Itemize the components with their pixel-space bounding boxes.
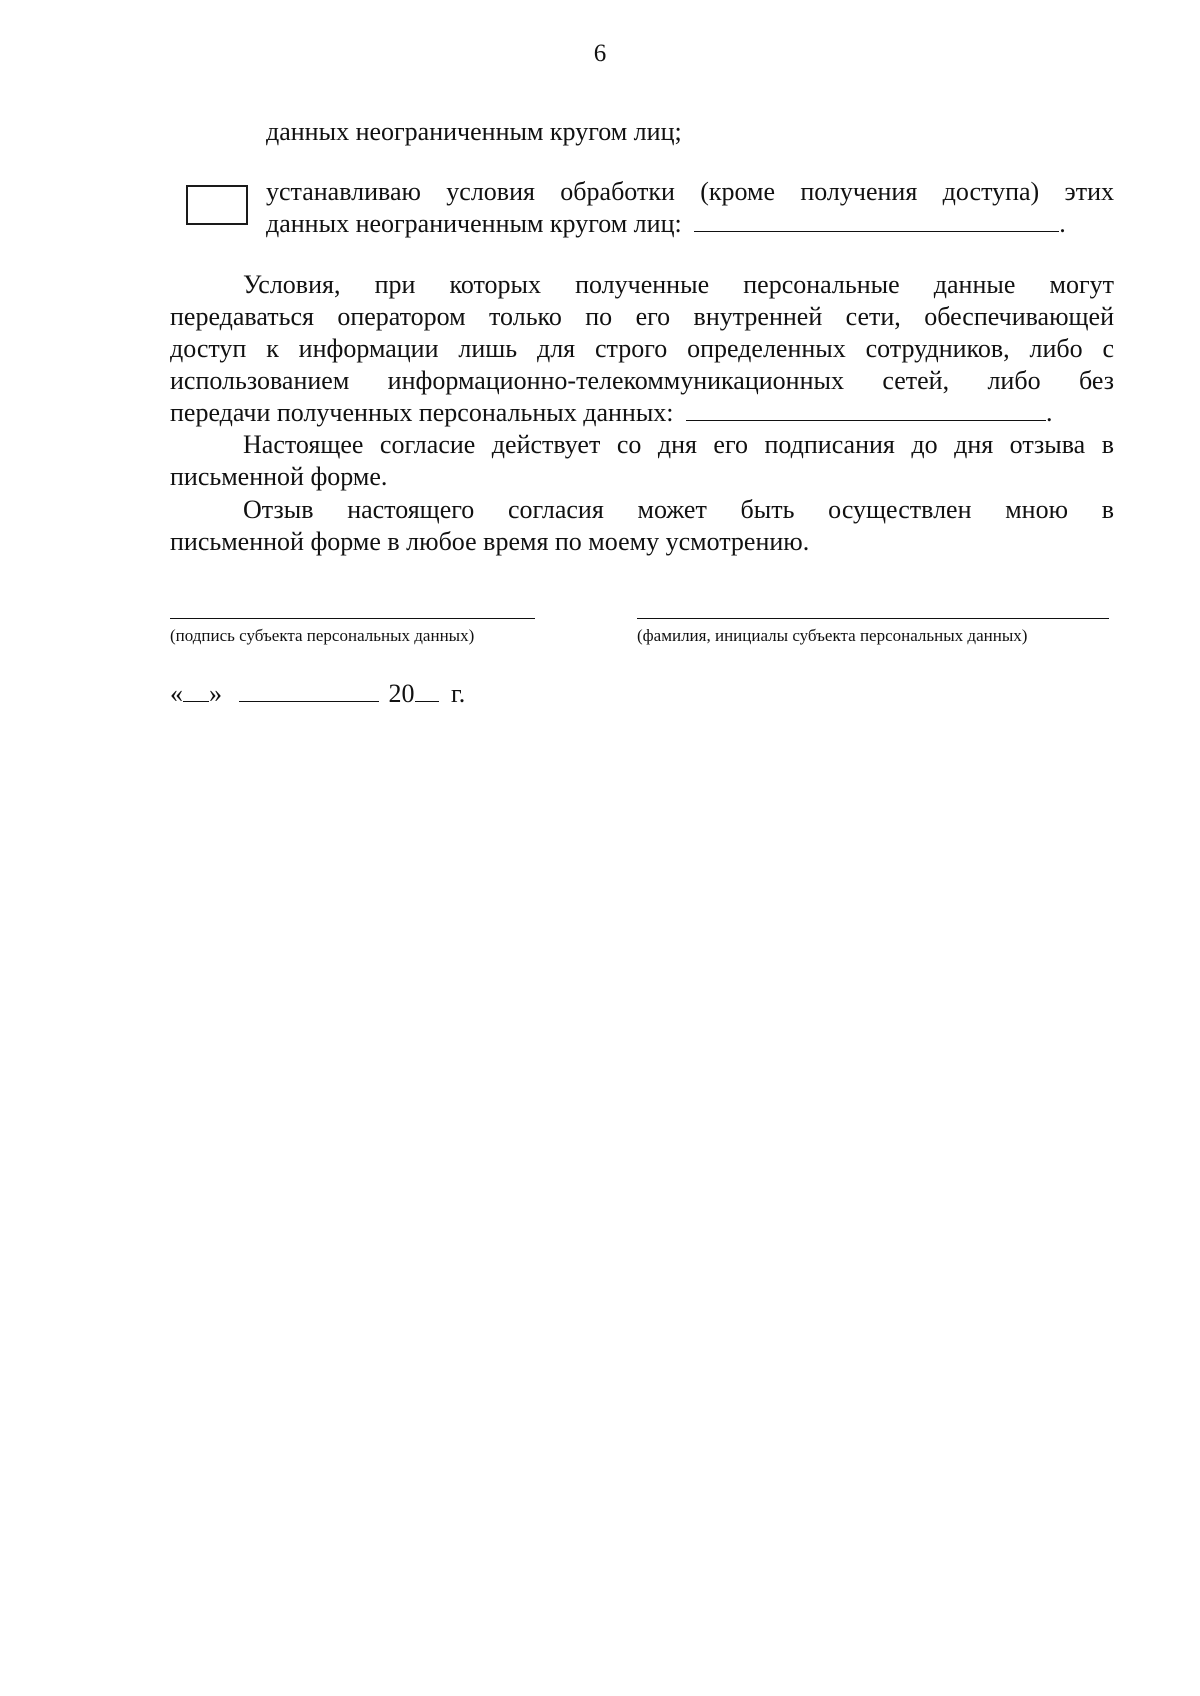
date-year-suffix: г. — [451, 679, 466, 708]
date-year-prefix: 20 — [388, 679, 415, 708]
conditions-line-4: использованием информационно-телекоммуникационных сетей, либо без — [170, 366, 1114, 395]
signature-caption: (подпись субъекта персональных данных) — [170, 626, 475, 645]
revocation-line-2: письменной форме в любое время по моему усмотрению. — [170, 527, 810, 556]
conditions-line-5 — [170, 397, 1053, 429]
conditions-line-2: передаваться оператором только по его внутренней сети, обеспечивающей — [170, 302, 1114, 331]
option-tail-text: данных неограниченным кругом лиц; — [266, 117, 682, 146]
option-line-2-text: данных неограниченным кругом лиц: — [266, 209, 682, 238]
conditions-fill-blank[interactable] — [686, 398, 1046, 421]
date-open-quote: « — [170, 679, 183, 708]
option-fill-blank[interactable] — [694, 209, 1059, 232]
option-checkbox[interactable] — [186, 185, 248, 225]
conditions-line-3: доступ к информации лишь для строго определенных сотрудников, либо с — [170, 334, 1114, 363]
validity-line-2: письменной форме. — [170, 462, 388, 491]
option-end-dot: . — [1059, 209, 1066, 238]
option-line-2 — [266, 208, 1066, 240]
validity-line-1: Настоящее согласие действует со дня его подписания до дня отзыва в — [243, 430, 1114, 459]
date-row — [170, 678, 465, 710]
date-month-blank[interactable] — [239, 679, 379, 702]
conditions-line-5-text: передачи полученных персональных данных: — [170, 398, 674, 427]
conditions-line-1: Условия, при которых полученные персональные данные могут — [243, 270, 1114, 299]
page-number: 6 — [593, 40, 607, 67]
name-caption: (фамилия, инициалы субъекта персональных данных) — [637, 626, 1028, 645]
name-line[interactable] — [637, 618, 1109, 619]
revocation-line-1: Отзыв настоящего согласия может быть осуществлен мною в — [243, 495, 1114, 524]
date-close-quote: » — [209, 679, 222, 708]
date-year-blank[interactable] — [415, 679, 439, 702]
signature-line[interactable] — [170, 618, 535, 619]
conditions-end-dot: . — [1046, 398, 1053, 427]
option-line-1: устанавливаю условия обработки (кроме получения доступа) этих — [266, 177, 1114, 206]
date-day-blank[interactable] — [183, 679, 209, 702]
